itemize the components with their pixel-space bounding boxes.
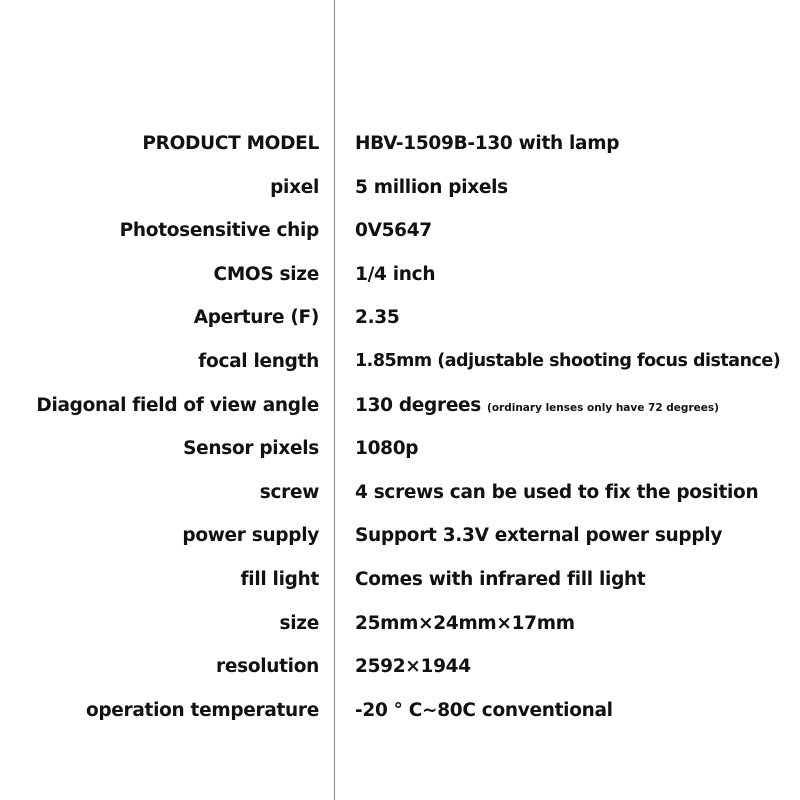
spec-row-aperture xyxy=(0,296,800,340)
spec-label: CMOS size xyxy=(213,263,319,285)
spec-row-pixel xyxy=(0,166,800,210)
spec-label: Photosensitive chip xyxy=(119,220,319,242)
spec-label: power supply xyxy=(182,525,319,547)
spec-row-product-model xyxy=(0,122,800,166)
spec-label: Diagonal field of view angle xyxy=(36,394,319,416)
spec-row-photosensitive-chip xyxy=(0,209,800,253)
spec-row-power-supply xyxy=(0,514,800,558)
spec-label: pixel xyxy=(270,176,319,198)
spec-value: 0V5647 xyxy=(355,220,432,242)
spec-row-fill-light xyxy=(0,558,800,602)
spec-value: 2592×1944 xyxy=(355,656,471,678)
spec-note: (ordinary lenses only have 72 degrees) xyxy=(487,401,719,414)
spec-label: fill light xyxy=(240,568,319,590)
spec-label: Sensor pixels xyxy=(183,438,319,460)
spec-value: Comes with infrared fill light xyxy=(355,568,646,590)
spec-value: 25mm×24mm×17mm xyxy=(355,612,575,634)
spec-row-focal-length xyxy=(0,340,800,384)
spec-row-sensor-pixels xyxy=(0,427,800,471)
spec-value: HBV-1509B-130 with lamp xyxy=(355,133,620,154)
spec-label: screw xyxy=(259,481,319,503)
spec-label: resolution xyxy=(216,656,319,678)
spec-value: -20 ° C~80C conventional xyxy=(355,699,613,721)
spec-label: operation temperature xyxy=(85,699,319,721)
spec-value-wrapper xyxy=(355,384,719,428)
spec-value: 2.35 xyxy=(355,307,400,329)
spec-value: 4 screws can be used to fix the position xyxy=(355,481,759,503)
spec-row-diagonal-fov xyxy=(0,384,800,428)
spec-label: Aperture (F) xyxy=(193,307,319,329)
spec-value: 130 degrees xyxy=(355,394,482,416)
spec-row-size xyxy=(0,602,800,646)
spec-label: size xyxy=(279,612,319,634)
spec-row-resolution xyxy=(0,645,800,689)
spec-row-screw xyxy=(0,471,800,515)
spec-value: Support 3.3V external power supply xyxy=(355,525,723,547)
spec-row-cmos-size xyxy=(0,253,800,297)
spec-value: 1/4 inch xyxy=(355,263,436,285)
spec-value: 1.85mm (adjustable shooting focus distance) xyxy=(355,350,781,371)
spec-value: 1080p xyxy=(355,438,419,460)
spec-label: PRODUCT MODEL xyxy=(142,133,319,154)
spec-table xyxy=(0,122,800,732)
spec-label: focal length xyxy=(198,350,319,372)
spec-value: 5 million pixels xyxy=(355,176,508,198)
spec-row-operation-temperature xyxy=(0,689,800,733)
